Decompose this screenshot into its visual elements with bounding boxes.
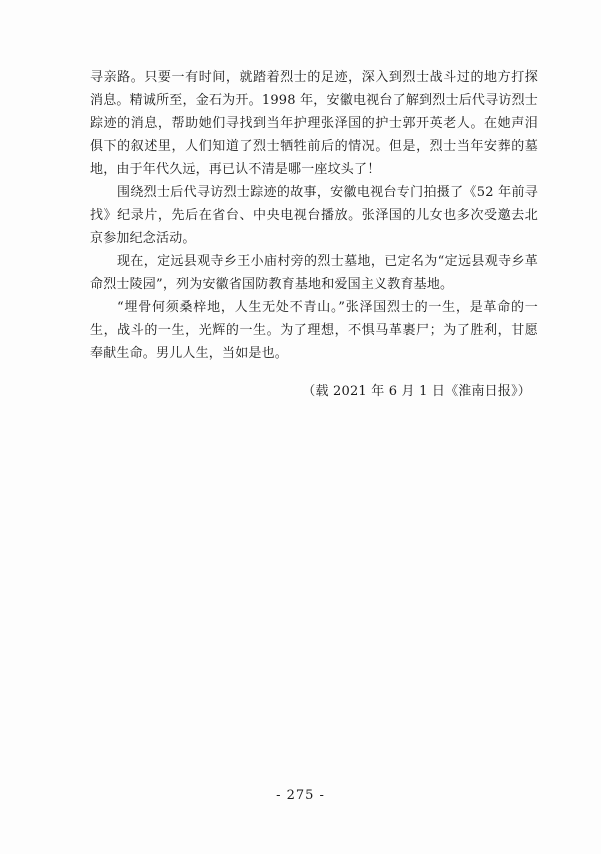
page-number: - 275 - (276, 788, 325, 803)
paragraph-1: 寻亲路。只要一有时间，就踏着烈士的足迹，深入到烈士战斗过的地方打探消息。精诚所至，金石为开。1998 年，安徽电视台了解到烈士后代寻访烈士踪迹的消息，帮助她们寻找到当年护理张泽国的护士郭开英老人。在她声泪俱下的叙述里，人们知道了烈士牺牲前后的情况。但是，烈士当年安葬的墓地，由于年代久远，再已认不清是哪一座坟头了！ (90, 70, 538, 177)
body-text (90, 66, 538, 365)
source-citation: （载 2021 年 6 月 1 日《淮南日报》） (302, 384, 531, 399)
paragraph-2: 围绕烈士后代寻访烈士踪迹的故事，安徽电视台专门拍摄了《52 年前寻找》纪录片，先后在省台、中央电视台播放。张泽国的儿女也多次受邀去北京参加纪念活动。 (90, 185, 538, 246)
paragraph-3: 现在，定远县观寺乡王小庙村旁的烈士墓地，已定名为“定远县观寺乡革命烈士陵园”，列为安徽省国防教育基地和爱国主义教育基地。 (90, 254, 538, 292)
paragraph-4: “埋骨何须桑梓地，人生无处不青山。”张泽国烈士的一生，是革命的一生，战斗的一生，光辉的一生。为了理想，不惧马革裹尸；为了胜利，甘愿奉献生命。男儿人生，当如是也。 (90, 300, 538, 361)
